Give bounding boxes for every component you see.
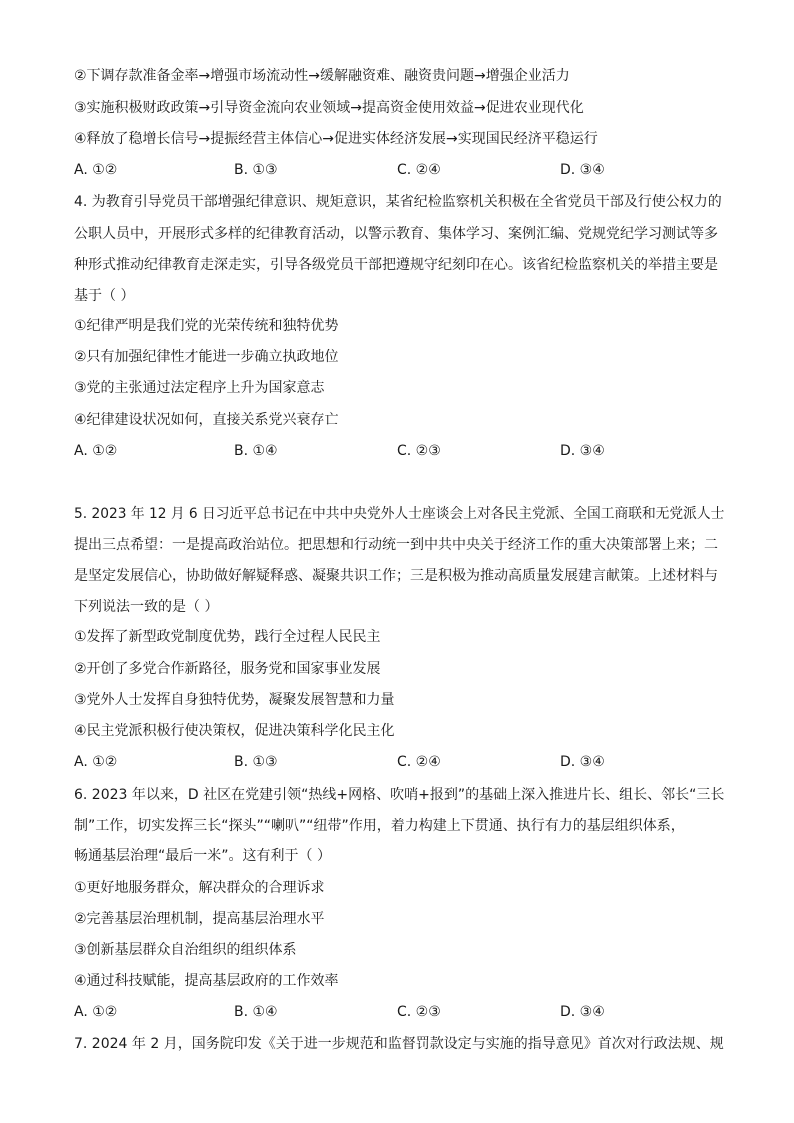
text-line: 公职人员中，开展形式多样的纪律教育活动，以警示教育、集体学习、案例汇编、党规党纪学习测试等多 (74, 226, 718, 242)
option-b: B. ①④ (234, 443, 278, 459)
statement-3: ③党的主张通过法定程序上升为国家意志 (74, 380, 325, 396)
statement-4: ④通过科技赋能，提高基层政府的工作效率 (74, 973, 339, 989)
text-line: 下列说法一致的是（ ） (74, 599, 219, 615)
text-line: 基于（ ） (74, 288, 135, 304)
text-line: ④释放了稳增长信号→提振经营主体信心→促进实体经济发展→实现国民经济平稳运行 (74, 131, 598, 147)
statement-3: ③党外人士发挥自身独特优势，凝聚发展智慧和力量 (74, 692, 395, 708)
statement-4: ④民主党派积极行使决策权，促进决策科学化民主化 (74, 723, 395, 739)
option-c: C. ②③ (397, 1004, 441, 1020)
text-line: ③实施积极财政政策→引导资金流向农业领域→提高资金使用效益→促进农业现代化 (74, 100, 584, 116)
question-4-stem: 4. 为教育引导党员干部增强纪律意识、规矩意识，某省纪检监察机关积极在全省党员干部及行使公权力的 (74, 194, 722, 210)
option-b: B. ①③ (234, 754, 278, 770)
answer-options-q3 (74, 160, 724, 180)
statement-3: ③创新基层群众自治组织的组织体系 (74, 942, 297, 958)
option-c: C. ②③ (397, 443, 441, 459)
text-line: 种形式推动纪律教育走深走实，引导各级党员干部把遵规守纪刻印在心。该省纪检监察机关的举措主要是 (74, 257, 718, 273)
statement-2: ②完善基层治理机制，提高基层治理水平 (74, 911, 325, 927)
statement-4: ④纪律建设状况如何，直接关系党兴衰存亡 (74, 412, 339, 428)
text-line: ②下调存款准备金率→增强市场流动性→缓解融资难、融资贵问题→增强企业活力 (74, 68, 570, 84)
statement-2: ②开创了多党合作新路径，服务党和国家事业发展 (74, 661, 381, 677)
statement-1: ①纪律严明是我们党的光荣传统和独特优势 (74, 318, 339, 334)
statement-2: ②只有加强纪律性才能进一步确立执政地位 (74, 349, 339, 365)
option-c: C. ②④ (397, 162, 441, 178)
statement-1: ①更好地服务群众，解决群众的合理诉求 (74, 880, 325, 896)
answer-options-q4 (74, 441, 724, 461)
option-c: C. ②④ (397, 754, 441, 770)
option-d: D. ③④ (560, 162, 605, 178)
answer-options-q5 (74, 752, 724, 772)
question-7-stem: 7. 2024 年 2 月，国务院印发《关于进一步规范和监督罚款设定与实施的指导意见》首次对行政法规、规 (74, 1036, 724, 1052)
option-d: D. ③④ (560, 754, 605, 770)
option-b: B. ①③ (234, 162, 278, 178)
text-line: 提出三点希望：一是提高政治站位。把思想和行动统一到中共中央关于经济工作的重大决策部署上来；二 (74, 537, 718, 553)
option-a: A. ①② (74, 443, 118, 459)
option-a: A. ①② (74, 162, 118, 178)
answer-options-q6 (74, 1002, 724, 1022)
option-d: D. ③④ (560, 1004, 605, 1020)
statement-1: ①发挥了新型政党制度优势，践行全过程人民民主 (74, 629, 381, 645)
question-5-stem: 5. 2023 年 12 月 6 日习近平总书记在中共中央党外人士座谈会上对各民主党派、全国工商联和无党派人士 (74, 506, 725, 522)
text-line: 畅通基层治理“最后一米”。这有利于（ ） (74, 848, 331, 864)
question-6-stem: 6. 2023 年以来，D 社区在党建引领“热线+网格、吹哨+报到”的基础上深入推进片长、组长、邻长“三长 (74, 787, 725, 803)
option-a: A. ①② (74, 754, 118, 770)
option-b: B. ①④ (234, 1004, 278, 1020)
text-line: 是坚定发展信心，协助做好解疑释惑、凝聚共识工作；三是积极为推动高质量发展建言献策。上述材料与 (74, 568, 718, 584)
option-d: D. ③④ (560, 443, 605, 459)
text-line: 制”工作，切实发挥三长“探头”“喇叭”“纽带”作用，着力构建上下贯通、执行有力的基层组织体系， (74, 818, 685, 834)
option-a: A. ①② (74, 1004, 118, 1020)
